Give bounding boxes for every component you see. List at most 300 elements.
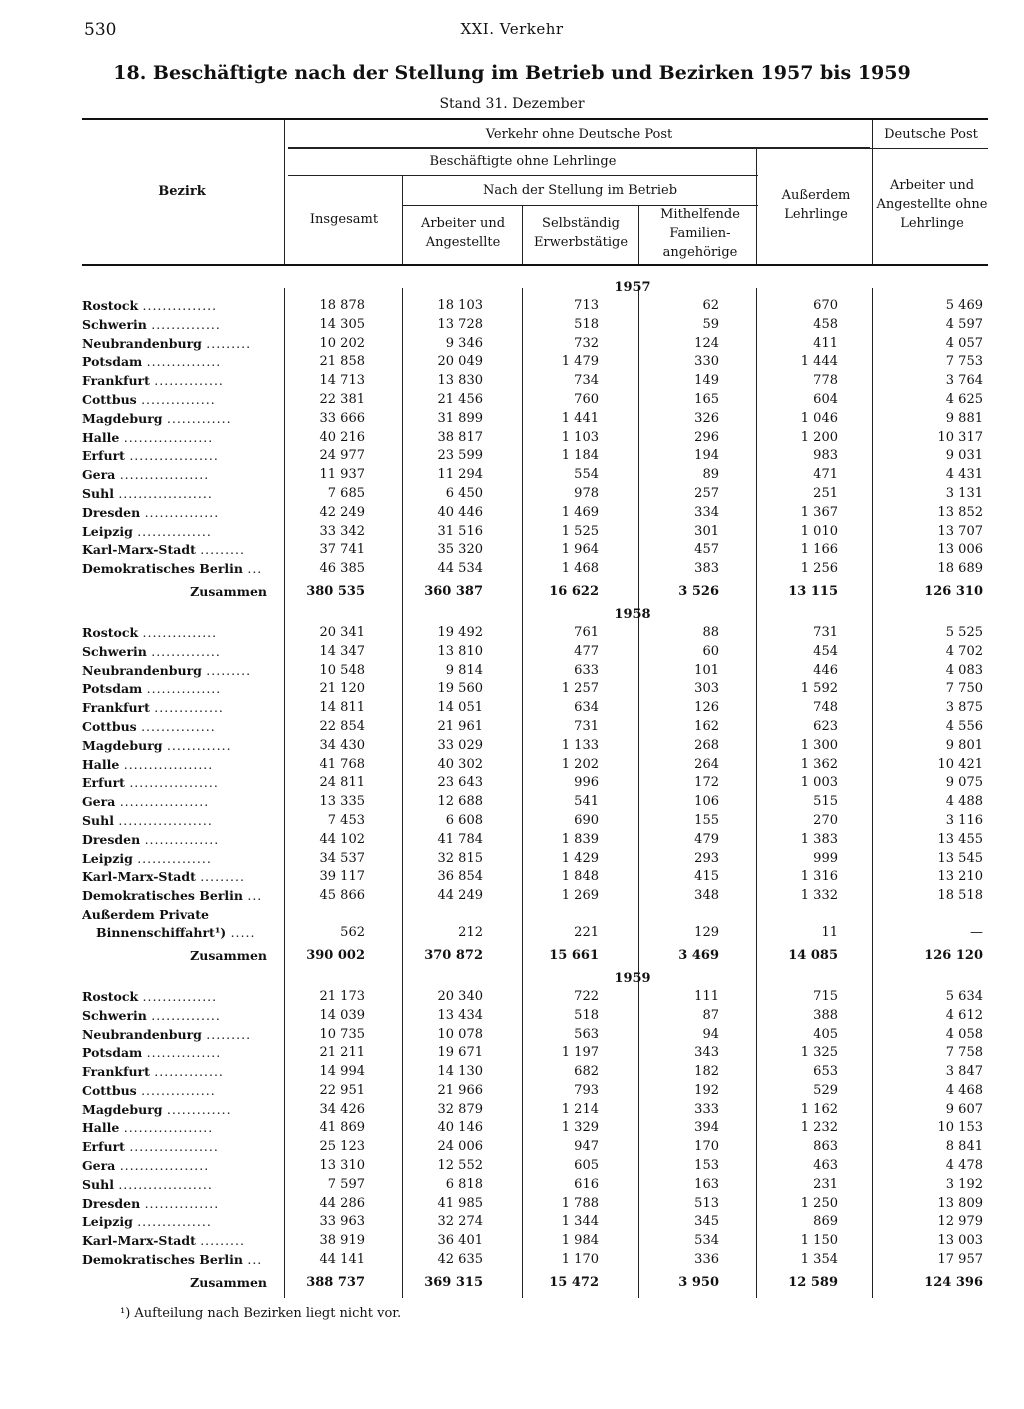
cell-insgesamt: 380 535 bbox=[306, 583, 365, 599]
table-row bbox=[82, 297, 988, 316]
bezirk-label: Magdeburg bbox=[82, 737, 163, 753]
bezirk-label: Erfurt bbox=[82, 775, 125, 791]
leader-dots: ......... bbox=[200, 1233, 245, 1249]
cell-arbeiter-angestellte: 13 810 bbox=[437, 643, 483, 659]
cell-selbstaendig: 518 bbox=[574, 316, 599, 332]
cell-post: 124 396 bbox=[924, 1274, 983, 1290]
cell-selbstaendig: 1 984 bbox=[561, 1233, 599, 1249]
cell-arbeiter-angestellte: 9 814 bbox=[445, 662, 483, 678]
cell-mithelfende: 162 bbox=[694, 718, 719, 734]
cell-post: 10 153 bbox=[937, 1120, 983, 1136]
bezirk-label: Schwerin bbox=[82, 1007, 147, 1023]
cell-arbeiter-angestellte: 9 346 bbox=[445, 335, 483, 351]
bezirk-label: Potsdam bbox=[82, 1045, 143, 1061]
cell-selbstaendig: 732 bbox=[574, 335, 599, 351]
table-row bbox=[82, 504, 988, 523]
table-row bbox=[82, 1082, 988, 1101]
table-row bbox=[82, 372, 988, 391]
bezirk-name bbox=[82, 906, 278, 943]
cell-lehrlinge: 446 bbox=[813, 662, 838, 678]
header-bottom-rule bbox=[82, 264, 988, 266]
bezirk-name bbox=[82, 353, 278, 372]
table-row bbox=[82, 831, 988, 850]
cell-lehrlinge: 1 232 bbox=[800, 1120, 838, 1136]
cell-selbstaendig: 690 bbox=[574, 812, 599, 828]
bezirk-name bbox=[82, 774, 278, 793]
cell-mithelfende: 101 bbox=[694, 662, 719, 678]
leader-dots: .................. bbox=[129, 775, 219, 791]
bezirk-name bbox=[82, 297, 278, 316]
cell-selbstaendig: 15 661 bbox=[549, 947, 599, 963]
cell-insgesamt: 388 737 bbox=[306, 1274, 365, 1290]
table-row bbox=[82, 1026, 988, 1045]
cell-insgesamt: 10 202 bbox=[319, 335, 365, 351]
bezirk-name bbox=[82, 335, 278, 354]
cell-mithelfende: 330 bbox=[694, 354, 719, 370]
cell-insgesamt: 33 963 bbox=[319, 1214, 365, 1230]
cell-insgesamt: 18 878 bbox=[319, 298, 365, 313]
cell-mithelfende: 3 526 bbox=[678, 583, 719, 599]
bezirk-name bbox=[82, 1157, 278, 1176]
bezirk-label: Suhl bbox=[82, 1176, 114, 1192]
cell-post: 5 469 bbox=[945, 298, 983, 313]
total-row bbox=[82, 1270, 988, 1296]
leader-dots: .................. bbox=[129, 448, 219, 464]
cell-post: 4 083 bbox=[945, 662, 983, 678]
cell-lehrlinge: 454 bbox=[813, 643, 838, 659]
cell-arbeiter-angestellte: 32 815 bbox=[437, 850, 483, 866]
leader-dots: .............. bbox=[154, 373, 224, 389]
leader-dots: .................. bbox=[129, 1139, 219, 1155]
cell-lehrlinge: 1 444 bbox=[800, 354, 838, 370]
cell-selbstaendig: 1 788 bbox=[561, 1195, 599, 1211]
cell-lehrlinge: 458 bbox=[813, 316, 838, 332]
leader-dots: ......... bbox=[200, 542, 245, 558]
cell-insgesamt: 21 211 bbox=[319, 1045, 365, 1061]
cell-post: 10 421 bbox=[937, 756, 983, 772]
leader-dots: ............... bbox=[146, 354, 222, 370]
cell-post: 13 707 bbox=[937, 523, 983, 539]
cell-post: 8 841 bbox=[945, 1139, 983, 1155]
cell-insgesamt: 14 039 bbox=[319, 1007, 365, 1023]
cell-arbeiter-angestellte: 41 784 bbox=[437, 831, 483, 847]
cell-mithelfende: 182 bbox=[694, 1064, 719, 1080]
cell-lehrlinge: 869 bbox=[813, 1214, 838, 1230]
bezirk-label: Erfurt bbox=[82, 1139, 125, 1155]
cell-post: 3 192 bbox=[945, 1176, 983, 1192]
bezirk-label: Schwerin bbox=[82, 316, 147, 332]
cell-selbstaendig: 1 170 bbox=[561, 1252, 599, 1268]
bezirk-name bbox=[82, 662, 278, 681]
table-body bbox=[82, 278, 988, 1296]
cell-post: 4 488 bbox=[945, 794, 983, 810]
bezirk-name bbox=[82, 1119, 278, 1138]
cell-lehrlinge: 405 bbox=[813, 1026, 838, 1042]
cell-arbeiter-angestellte: 14 051 bbox=[437, 700, 483, 716]
cell-lehrlinge: 653 bbox=[813, 1064, 838, 1080]
cell-post: 9 607 bbox=[945, 1101, 983, 1117]
bezirk-name bbox=[82, 1195, 278, 1214]
cell-post: 10 317 bbox=[937, 429, 983, 445]
cell-arbeiter-angestellte: 19 492 bbox=[437, 624, 483, 640]
cell-insgesamt: 562 bbox=[340, 924, 365, 940]
leader-dots: .............. bbox=[154, 700, 224, 716]
cell-mithelfende: 394 bbox=[694, 1120, 719, 1136]
cell-post: 18 689 bbox=[937, 561, 983, 577]
total-label: Zusammen bbox=[190, 1274, 267, 1290]
cell-post: 7 758 bbox=[945, 1045, 983, 1061]
cell-insgesamt: 20 341 bbox=[319, 624, 365, 640]
cell-post: 3 116 bbox=[945, 812, 983, 828]
extra-label-1: Außerdem Private bbox=[82, 906, 209, 922]
cell-lehrlinge: 1 162 bbox=[800, 1101, 838, 1117]
total-label: Zusammen bbox=[190, 947, 267, 963]
cell-selbstaendig: 731 bbox=[574, 718, 599, 734]
table-row bbox=[82, 353, 988, 372]
bezirk-label: Dresden bbox=[82, 1195, 141, 1211]
leader-dots: ............... bbox=[137, 523, 212, 539]
bezirk-name bbox=[82, 756, 278, 775]
cell-post: — bbox=[970, 924, 983, 940]
cell-insgesamt: 46 385 bbox=[319, 561, 365, 577]
cell-mithelfende: 126 bbox=[694, 700, 719, 716]
leader-dots: .............. bbox=[151, 643, 221, 659]
cell-mithelfende: 303 bbox=[694, 681, 719, 697]
cell-arbeiter-angestellte: 24 006 bbox=[437, 1139, 483, 1155]
year-label: 1959 bbox=[614, 970, 651, 986]
cell-lehrlinge: 715 bbox=[813, 988, 838, 1004]
cell-selbstaendig: 722 bbox=[574, 988, 599, 1004]
cell-lehrlinge: 515 bbox=[813, 794, 838, 810]
cell-lehrlinge: 1 332 bbox=[800, 888, 838, 904]
cell-mithelfende: 106 bbox=[694, 794, 719, 810]
bezirk-name bbox=[82, 1213, 278, 1232]
leader-dots: ............... bbox=[141, 718, 216, 734]
cell-lehrlinge: 1 592 bbox=[800, 681, 838, 697]
cell-arbeiter-angestellte: 21 961 bbox=[437, 718, 483, 734]
bezirk-label: Frankfurt bbox=[82, 700, 150, 716]
cell-insgesamt: 7 685 bbox=[327, 485, 365, 501]
cell-lehrlinge: 14 085 bbox=[788, 947, 838, 963]
cell-arbeiter-angestellte: 13 728 bbox=[437, 316, 483, 332]
cell-selbstaendig: 563 bbox=[574, 1026, 599, 1042]
cell-mithelfende: 60 bbox=[702, 643, 719, 659]
cell-insgesamt: 41 768 bbox=[319, 756, 365, 772]
cell-selbstaendig: 1 344 bbox=[561, 1214, 599, 1230]
cell-insgesamt: 40 216 bbox=[319, 429, 365, 445]
total-row bbox=[82, 943, 988, 969]
cell-insgesamt: 24 811 bbox=[319, 775, 365, 791]
bezirk-name bbox=[82, 1082, 278, 1101]
cell-insgesamt: 21 858 bbox=[319, 354, 365, 370]
cell-lehrlinge: 1 256 bbox=[800, 561, 838, 577]
bezirk-label: Demokratisches Berlin bbox=[82, 1252, 243, 1268]
cell-post: 13 852 bbox=[937, 504, 983, 520]
cell-selbstaendig: 760 bbox=[574, 391, 599, 407]
cell-selbstaendig: 1 184 bbox=[561, 448, 599, 464]
cell-selbstaendig: 605 bbox=[574, 1158, 599, 1174]
cell-post: 13 210 bbox=[937, 869, 983, 885]
header-vrule-bezirk bbox=[284, 120, 285, 264]
cell-post: 4 057 bbox=[945, 335, 983, 351]
bezirk-label: Karl-Marx-Stadt bbox=[82, 542, 196, 558]
cell-selbstaendig: 1 197 bbox=[561, 1045, 599, 1061]
cell-lehrlinge: 1 250 bbox=[800, 1195, 838, 1211]
bezirk-name bbox=[82, 831, 278, 850]
leader-dots: .............. bbox=[151, 316, 221, 332]
cell-arbeiter-angestellte: 20 340 bbox=[437, 988, 483, 1004]
bezirk-name bbox=[82, 1026, 278, 1045]
table-row-extra bbox=[82, 906, 988, 943]
bezirk-label: Potsdam bbox=[82, 681, 143, 697]
cell-lehrlinge: 1 362 bbox=[800, 756, 838, 772]
cell-selbstaendig: 541 bbox=[574, 794, 599, 810]
cell-insgesamt: 21 120 bbox=[319, 681, 365, 697]
cell-arbeiter-angestellte: 12 688 bbox=[437, 794, 483, 810]
bezirk-label: Gera bbox=[82, 467, 116, 483]
cell-post: 5 634 bbox=[945, 988, 983, 1004]
leader-dots: ......... bbox=[206, 1026, 252, 1042]
table-row bbox=[82, 774, 988, 793]
year-label: 1957 bbox=[614, 280, 651, 295]
cell-insgesamt: 14 347 bbox=[319, 643, 365, 659]
cell-selbstaendig: 1 468 bbox=[561, 561, 599, 577]
cell-insgesamt: 44 286 bbox=[319, 1195, 365, 1211]
leader-dots: .............. bbox=[154, 1064, 224, 1080]
header-ausserdem-lehrlinge: Außerdem Lehrlinge bbox=[781, 188, 851, 222]
cell-post: 13 545 bbox=[937, 850, 983, 866]
cell-mithelfende: 457 bbox=[694, 542, 719, 558]
table-row bbox=[82, 887, 988, 906]
cell-insgesamt: 11 937 bbox=[319, 467, 365, 483]
leader-dots: ............... bbox=[141, 391, 216, 407]
header-deutsche-post: Deutsche Post bbox=[884, 127, 978, 142]
cell-lehrlinge: 471 bbox=[813, 467, 838, 483]
cell-lehrlinge: 13 115 bbox=[788, 583, 838, 599]
cell-mithelfende: 257 bbox=[694, 485, 719, 501]
cell-lehrlinge: 1 300 bbox=[800, 737, 838, 753]
header-nach-stellung: Nach der Stellung im Betrieb bbox=[482, 183, 678, 198]
bezirk-name bbox=[82, 523, 278, 542]
cell-selbstaendig: 1 429 bbox=[561, 850, 599, 866]
bezirk-label: Karl-Marx-Stadt bbox=[82, 1233, 196, 1249]
leader-dots: ............... bbox=[144, 1195, 220, 1211]
table-row bbox=[82, 1157, 988, 1176]
bezirk-label: Leipzig bbox=[82, 1214, 133, 1230]
table-row bbox=[82, 662, 988, 681]
cell-selbstaendig: 713 bbox=[574, 298, 599, 313]
bezirk-name bbox=[82, 372, 278, 391]
leader-dots: ............. bbox=[166, 410, 232, 426]
cell-insgesamt: 25 123 bbox=[319, 1139, 365, 1155]
leader-dots: .................. bbox=[119, 794, 210, 810]
cell-selbstaendig: 1 964 bbox=[561, 542, 599, 558]
cell-selbstaendig: 978 bbox=[574, 485, 599, 501]
cell-mithelfende: 62 bbox=[702, 298, 719, 313]
cell-insgesamt: 39 117 bbox=[319, 869, 365, 885]
table-row bbox=[82, 1195, 988, 1214]
leader-dots: .................. bbox=[123, 1120, 214, 1136]
cell-insgesamt: 24 977 bbox=[319, 448, 365, 464]
cell-lehrlinge: 1 003 bbox=[800, 775, 838, 791]
cell-arbeiter-angestellte: 40 302 bbox=[437, 756, 483, 772]
bezirk-label: Demokratisches Berlin bbox=[82, 888, 243, 904]
bezirk-label: Frankfurt bbox=[82, 1064, 150, 1080]
cell-selbstaendig: 634 bbox=[574, 700, 599, 716]
cell-mithelfende: 111 bbox=[694, 988, 719, 1004]
bezirk-name bbox=[82, 850, 278, 869]
cell-insgesamt: 14 994 bbox=[319, 1064, 365, 1080]
table-row bbox=[82, 541, 988, 560]
header-mithelfende: Mithelfende Familien-angehörige bbox=[660, 207, 740, 260]
cell-post: 126 310 bbox=[924, 583, 983, 599]
running-head: XXI. Verkehr bbox=[460, 20, 564, 38]
footnote: ¹) Aufteilung nach Bezirken liegt nicht vor. bbox=[120, 1306, 402, 1321]
cell-selbstaendig: 518 bbox=[574, 1007, 599, 1023]
bezirk-label: Suhl bbox=[82, 485, 114, 501]
cell-post: 7 753 bbox=[945, 354, 983, 370]
bezirk-label: Suhl bbox=[82, 812, 114, 828]
table-row bbox=[82, 485, 988, 504]
table-row bbox=[82, 1213, 988, 1232]
cell-arbeiter-angestellte: 6 450 bbox=[445, 485, 483, 501]
cell-arbeiter-angestellte: 369 315 bbox=[424, 1274, 483, 1290]
table-row bbox=[82, 1044, 988, 1063]
cell-lehrlinge: 12 589 bbox=[788, 1274, 838, 1290]
table-row bbox=[82, 737, 988, 756]
bezirk-label: Erfurt bbox=[82, 448, 125, 464]
cell-insgesamt: 10 548 bbox=[319, 662, 365, 678]
leader-dots: ............. bbox=[166, 737, 232, 753]
cell-mithelfende: 296 bbox=[694, 429, 719, 445]
cell-insgesamt: 7 597 bbox=[327, 1176, 365, 1192]
cell-post: 126 120 bbox=[924, 947, 983, 963]
cell-arbeiter-angestellte: 23 643 bbox=[437, 775, 483, 791]
cell-mithelfende: 333 bbox=[694, 1101, 719, 1117]
cell-insgesamt: 22 381 bbox=[319, 391, 365, 407]
table-row bbox=[82, 718, 988, 737]
cell-selbstaendig: 1 839 bbox=[561, 831, 599, 847]
cell-insgesamt: 7 453 bbox=[327, 812, 365, 828]
cell-mithelfende: 415 bbox=[694, 869, 719, 885]
cell-selbstaendig: 1 329 bbox=[561, 1120, 599, 1136]
cell-lehrlinge: 748 bbox=[813, 700, 838, 716]
cell-selbstaendig: 734 bbox=[574, 373, 599, 389]
cell-mithelfende: 87 bbox=[702, 1007, 719, 1023]
cell-post: 3 875 bbox=[945, 700, 983, 716]
cell-arbeiter-angestellte: 31 516 bbox=[437, 523, 483, 539]
cell-mithelfende: 194 bbox=[694, 448, 719, 464]
cell-lehrlinge: 670 bbox=[813, 298, 838, 313]
cell-mithelfende: 170 bbox=[694, 1139, 719, 1155]
leader-dots: ................... bbox=[118, 812, 213, 828]
cell-arbeiter-angestellte: 13 830 bbox=[437, 373, 483, 389]
bezirk-label: Leipzig bbox=[82, 523, 133, 539]
cell-mithelfende: 383 bbox=[694, 561, 719, 577]
cell-mithelfende: 343 bbox=[694, 1045, 719, 1061]
cell-arbeiter-angestellte: 18 103 bbox=[437, 298, 483, 313]
cell-mithelfende: 268 bbox=[694, 737, 719, 753]
leader-dots: ..... bbox=[230, 925, 256, 941]
cell-mithelfende: 334 bbox=[694, 504, 719, 520]
leader-dots: ............. bbox=[166, 1101, 232, 1117]
bezirk-name bbox=[82, 643, 278, 662]
cell-arbeiter-angestellte: 31 899 bbox=[437, 410, 483, 426]
cell-mithelfende: 301 bbox=[694, 523, 719, 539]
cell-mithelfende: 59 bbox=[702, 316, 719, 332]
cell-arbeiter-angestellte: 40 146 bbox=[437, 1120, 483, 1136]
cell-selbstaendig: 1 214 bbox=[561, 1101, 599, 1117]
cell-insgesamt: 14 713 bbox=[319, 373, 365, 389]
table-row bbox=[82, 812, 988, 831]
bezirk-label: Halle bbox=[82, 1120, 120, 1136]
bezirk-label: Magdeburg bbox=[82, 410, 163, 426]
cell-lehrlinge: 731 bbox=[813, 624, 838, 640]
cell-insgesamt: 42 249 bbox=[319, 504, 365, 520]
cell-selbstaendig: 1 133 bbox=[561, 737, 599, 753]
table-subtitle: Stand 31. Dezember bbox=[439, 96, 585, 112]
cell-post: 4 478 bbox=[945, 1158, 983, 1174]
cell-arbeiter-angestellte: 11 294 bbox=[437, 467, 483, 483]
cell-lehrlinge: 623 bbox=[813, 718, 838, 734]
cell-post: 13 455 bbox=[937, 831, 983, 847]
bezirk-name bbox=[82, 1251, 278, 1270]
cell-mithelfende: 479 bbox=[694, 831, 719, 847]
table-row bbox=[82, 410, 988, 429]
table-row bbox=[82, 1119, 988, 1138]
header-beschaeftigte: Beschäftigte ohne Lehrlinge bbox=[429, 154, 617, 169]
bezirk-name bbox=[82, 541, 278, 560]
bezirk-name bbox=[82, 485, 278, 504]
bezirk-name bbox=[82, 1063, 278, 1082]
bezirk-label: Demokratisches Berlin bbox=[82, 561, 243, 577]
cell-lehrlinge: 1 325 bbox=[800, 1045, 838, 1061]
bezirk-name bbox=[82, 1007, 278, 1026]
cell-post: 9 801 bbox=[945, 737, 983, 753]
bezirk-name bbox=[82, 447, 278, 466]
cell-arbeiter-angestellte: 35 320 bbox=[437, 542, 483, 558]
header-rule-1b bbox=[288, 148, 988, 149]
cell-lehrlinge: 11 bbox=[821, 924, 838, 940]
cell-arbeiter-angestellte: 12 552 bbox=[437, 1158, 483, 1174]
cell-insgesamt: 34 537 bbox=[319, 850, 365, 866]
cell-post: 4 702 bbox=[945, 643, 983, 659]
cell-arbeiter-angestellte: 23 599 bbox=[437, 448, 483, 464]
table-row bbox=[82, 1063, 988, 1082]
table-row bbox=[82, 793, 988, 812]
cell-post: 4 612 bbox=[945, 1007, 983, 1023]
table-row bbox=[82, 1232, 988, 1251]
cell-insgesamt: 45 866 bbox=[319, 888, 365, 904]
cell-post: 4 058 bbox=[945, 1026, 983, 1042]
bezirk-label: Potsdam bbox=[82, 354, 143, 370]
bezirk-label: Leipzig bbox=[82, 850, 133, 866]
table-row bbox=[82, 988, 988, 1007]
cell-post: 4 431 bbox=[945, 467, 983, 483]
cell-selbstaendig: 16 622 bbox=[549, 583, 599, 599]
bezirk-name bbox=[82, 466, 278, 485]
cell-arbeiter-angestellte: 44 534 bbox=[437, 561, 483, 577]
cell-mithelfende: 336 bbox=[694, 1252, 719, 1268]
cell-insgesamt: 21 173 bbox=[319, 988, 365, 1004]
cell-lehrlinge: 411 bbox=[813, 335, 838, 351]
cell-selbstaendig: 1 525 bbox=[561, 523, 599, 539]
cell-mithelfende: 129 bbox=[694, 924, 719, 940]
cell-mithelfende: 163 bbox=[694, 1176, 719, 1192]
cell-mithelfende: 172 bbox=[694, 775, 719, 791]
cell-post: 9 075 bbox=[945, 775, 983, 791]
leader-dots: ............... bbox=[137, 850, 212, 866]
